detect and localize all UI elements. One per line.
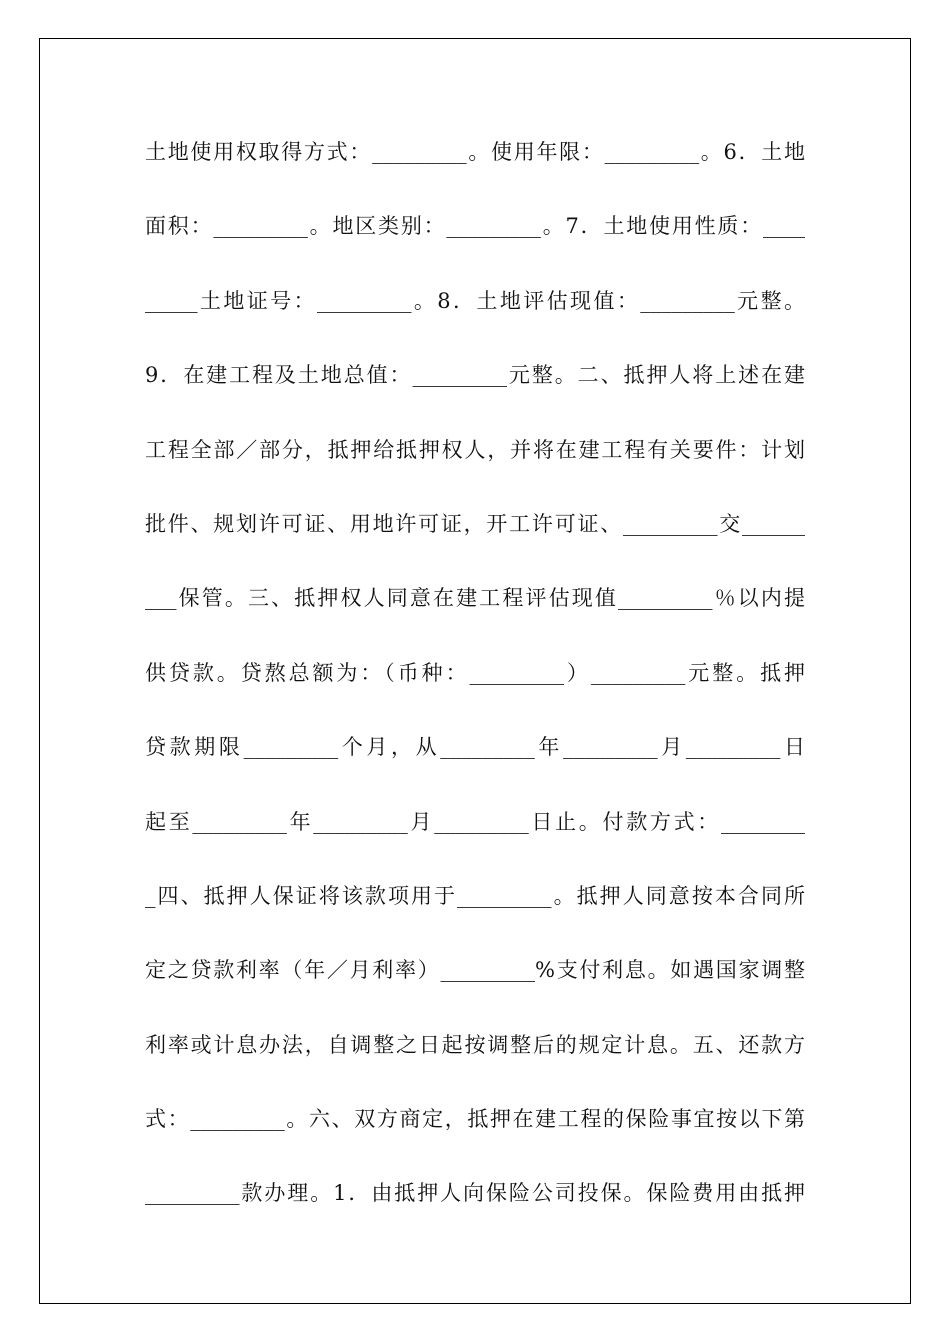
text-line: _____土地证号：_________。8．土地评估现值：_________元整。 [145, 288, 805, 313]
text-line: 起至_________年_________月_________日止。付款方式：________ [145, 809, 805, 834]
text-line: 土地使用权取得方式：_________。使用年限：_________。6．土地 [145, 140, 805, 164]
text-line: _四、抵押人保证将该款项用于_________。抵押人同意按本合同所 [145, 883, 805, 908]
text-line: 定之贷款利率（年／月利率）_________%支付利息。如遇国家调整 [145, 958, 805, 983]
text-line: 式：_________。六、双方商定，抵押在建工程的保险事宜按以下第 [145, 1107, 805, 1132]
text-line: _________款办理。1．由抵押人向保险公司投保。保险费用由抵押 [145, 1181, 805, 1206]
text-line: 利率或计息办法，自调整之日起按调整后的规定计息。五、还款方 [145, 1032, 805, 1057]
text-line: 批件、规划许可证、用地许可证，开工许可证、_________交______ [145, 511, 805, 536]
text-line: ___保管。三、抵押权人同意在建工程评估现值_________％以内提 [145, 586, 805, 611]
text-line: 9．在建工程及土地总值：_________元整。二、抵押人将上述在建 [145, 363, 805, 388]
text-line: 贷款期限_________个月，从_________年_________月_________日 [145, 735, 805, 760]
text-line: 面积：_________。地区类别：_________。7．土地使用性质：____ [145, 214, 805, 239]
document-body [145, 130, 805, 1246]
text-line: 供贷款。贷熬总额为：（币种：_________）_________元整。抵押 [145, 660, 805, 685]
text-line: 工程全部／部分，抵押给抵押权人，并将在建工程有关要件：计划 [145, 437, 805, 462]
